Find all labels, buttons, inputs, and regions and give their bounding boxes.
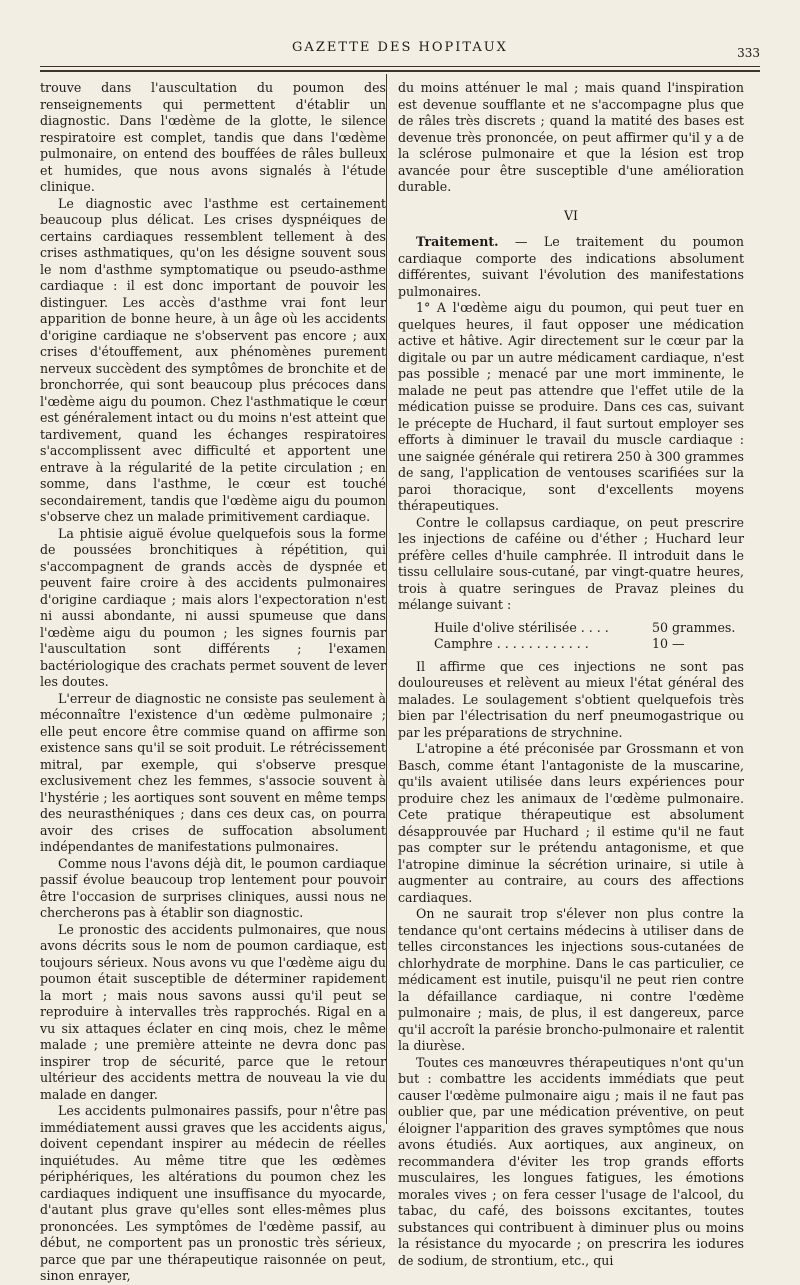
right-column	[398, 80, 744, 1269]
page-header	[40, 40, 760, 60]
treatment-text: — Le traitement du poumon cardiaque comporte des indications absolument différentes, suivant l'évolution des manifestations pulmonaires.	[398, 234, 744, 299]
paragraph: L'erreur de diagnostic ne consiste pas seulement à méconnaître l'existence d'un œdème pulmonaire ; elle peut encore être commise quand on affirme son existence sans qu'il se soit produit. Le rétrécissement mitral, par exemple, qui s'observe presque exclusivement chez les femmes, s'associe souvent à l'hystérie ; les aortiques sont souvent en même temps des neurasthéniques ; dans ces deux cas, on pourra avoir des crises de suffocation absolument indépendantes de manifestations pulmonaires.	[40, 690, 386, 854]
paragraph: Le pronostic des accidents pulmonaires, que nous avons décrits sous le nom de poumon cardiaque, est toujours sérieux. Nous avons vu que l'œdème aigu du poumon était susceptible de déterminer rapidement la mort ; mais nous savons aussi qu'il peut se reproduire à intervalles très rapprochés. Rigal en a vu six attaques éclater en cinq mois, chez le même malade ; une première atteinte ne devra donc pas inspirer trop de sécurité, parce que le retour ultérieur des accidents mettra de nouveau la vie du malade en danger.	[40, 921, 386, 1102]
paragraph: Il affirme que ces injections ne sont pas douloureuses et relèvent au mieux l'état général des malades. Le soulagement s'obtient quelquefois très bien par l'électrisation du nerf pneumogastrique ou par les préparations de strychnine.	[398, 658, 744, 740]
paragraph-treatment	[398, 234, 744, 300]
paragraph: 1° A l'œdème aigu du poumon, qui peut tuer en quelques heures, il faut opposer une médication active et hâtive. Agir directement sur le cœur par la digitale ou par un autre médicament cardiaque, n'est pas possible ; menacé par une mort imminente, le malade ne peut pas attendre que l'effet utile de la médication puisse se produire. Dans ces cas, suivant le précepte de Huchard, il faut surtout employer ses efforts à diminuer le travail du muscle cardiaque : une saignée générale qui retirera 250 à 300 grammes de sang, l'application de ventouses scarifiées sur la paroi thoracique, sont d'excellents moyens thérapeutiques.	[398, 300, 744, 513]
header-rule-bottom	[40, 70, 760, 72]
page-number: 333	[737, 46, 760, 60]
paragraph: du moins atténuer le mal ; mais quand l'inspiration est devenue soufflante et ne s'accompagne plus que de râles très discrets ; quand la matité des bases est devenue très prononcée, on peut affirmer qu'il y a de la sclérose pulmonaire et que la lésion est trop avancée pour être susceptible d'une amélioration durable.	[398, 80, 744, 194]
treatment-heading: Traitement.	[416, 234, 499, 249]
paragraph: trouve dans l'auscultation du poumon des renseignements qui permettent d'établir un diagnostic. Dans l'œdème de la glotte, le silence respiratoire est complet, tandis que dans l'œdème pulmonaire, on entend des bouffées de râles bulleux et humides, que nous avons signalés à l'étude clinique.	[40, 80, 386, 194]
column-divider	[386, 74, 387, 1124]
paragraph: Toutes ces manœuvres thérapeutiques n'ont qu'un but : combattre les accidents immédiats que peut causer l'œdème pulmonaire aigu ; mais il ne faut pas oublier que, par une médication préventive, on peut éloigner l'apparition des graves symptômes que nous avons étudiés. Aux aortiques, aux angineux, on recommandera d'éviter les trop grands efforts musculaires, les longues fatigues, les émotions morales vives ; on fera cesser l'usage de l'alcool, du tabac, du café, des boissons excitantes, toutes substances qui contribuent à diminuer plus ou moins la résistance du myocarde ; on prescrira les iodures de sodium, de strontium, etc., qui	[398, 1054, 744, 1268]
journal-title: GAZETTE DES HOPITAUX	[292, 40, 508, 55]
formula-ingredient: Camphre . . . . . . . . . . . .	[434, 636, 589, 651]
formula-amount: 50	[651, 619, 668, 635]
formula-amount: 10	[651, 636, 668, 651]
paragraph: Contre le collapsus cardiaque, on peut prescrire les injections de caféine ou d'éther ; Huchard leur préfère celles d'huile camphrée. Il introduit dans le tissu cellulaire sous-cutané, par vingt-quatre heures, trois à quatre seringues de Pravaz pleines du mélange suivant :	[398, 514, 744, 612]
formula-unit: grammes.	[672, 619, 736, 635]
section-number: VI	[563, 207, 579, 223]
paragraph: On ne saurait trop s'élever non plus contre la tendance qu'ont certains médecins à utiliser dans de telles circonstances les injections sous-cutanées de chlorhydrate de morphine. Dans le cas particulier, ce médicament est inutile, puisqu'il ne peut rien contre la défaillance cardiaque, ni contre l'œdème pulmonaire ; mais, de plus, il est dangereux, parce qu'il accroît la parésie broncho-pulmonaire et ralentit la diurèse.	[398, 906, 744, 1053]
paragraph: La phtisie aiguë évolue quelquefois sous la forme de poussées bronchitiques à répétition, qui s'accompagnent de grands accès de dyspnée et peuvent faire croire à des accidents pulmonaires d'origine cardiaque ; mais alors l'expectoration n'est ni aussi abondante, ni aussi spumeuse que dans l'œdème aigu du poumon ; les signes fournis par l'auscultation sont différents ; l'examen bactériologique des crachats permet souvent de lever les doutes.	[40, 525, 386, 689]
paragraph: Les accidents pulmonaires passifs, pour n'être pas immédiatement aussi graves que les accidents aigus, doivent cependant inspirer au médecin de réelles inquiétudes. Au même titre que les œdèmes périphériques, les altérations du poumon chez les cardiaques indiquent une insuffisance du myocarde, d'autant plus grave qu'elles sont elles-mêmes plus prononcées. Les symptômes de l'œdème passif, au début, ne comportent pas un pronostic très sérieux, parce que par une thérapeutique raisonnée on peut, sinon enrayer,	[40, 1103, 386, 1283]
paragraph: Le diagnostic avec l'asthme est certainement beaucoup plus délicat. Les crises dyspnéiques de certains cardiaques ressemblent tellement à des crises asthmatiques, qu'on les désigne souvent sous le nom d'asthme symptomatique ou pseudo-asthme cardiaque : il est donc important de pouvoir les distinguer. Les accès d'asthme vrai font leur apparition de bonne heure, à un âge où les accidents d'origine cardiaque ne s'observent pas encore ; aux crises d'étouffement, aux phénomènes purement nerveux succèdent des symptômes de bronchite et de bronchorrée, qui sont beaucoup plus précoces dans l'œdème aigu du poumon. Chez l'asthmatique le cœur est généralement intact ou du moins n'est atteint que tardivement, quand les échanges respiratoires s'accomplissent avec difficulté et apportent une entrave à la régularité de la petite circulation ; en somme, dans l'asthme, le cœur est touché secondairement, tandis que l'œdème aigu du poumon s'observe chez un malade primitivement cardiaque.	[40, 195, 386, 524]
header-rule-top	[40, 66, 760, 67]
formula-unit: —	[672, 636, 685, 651]
formula	[434, 620, 744, 653]
left-column	[40, 80, 386, 1285]
formula-ingredient: Huile d'olive stérilisée . . . .	[434, 619, 609, 635]
paragraph: L'atropine a été préconisée par Grossmann et von Basch, comme étant l'antagoniste de la muscarine, qu'ils avaient utilisée dans leurs expériences pour produire chez les animaux de l'œdème pulmonaire. Cete pratique thérapeutique est absolument désapprouvée par Huchard ; il estime qu'il ne faut pas compter sur le prétendu antagonisme, et que l'atropine diminue la sécrétion urinaire, si utile à augmenter au contraire, au cours des affections cardiaques.	[398, 741, 744, 905]
paragraph: Comme nous l'avons déjà dit, le poumon cardiaque passif évolue beaucoup trop lentement pour pouvoir être l'occasion de surprises cliniques, aussi nous ne chercherons pas à établir son diagnostic.	[40, 855, 386, 920]
